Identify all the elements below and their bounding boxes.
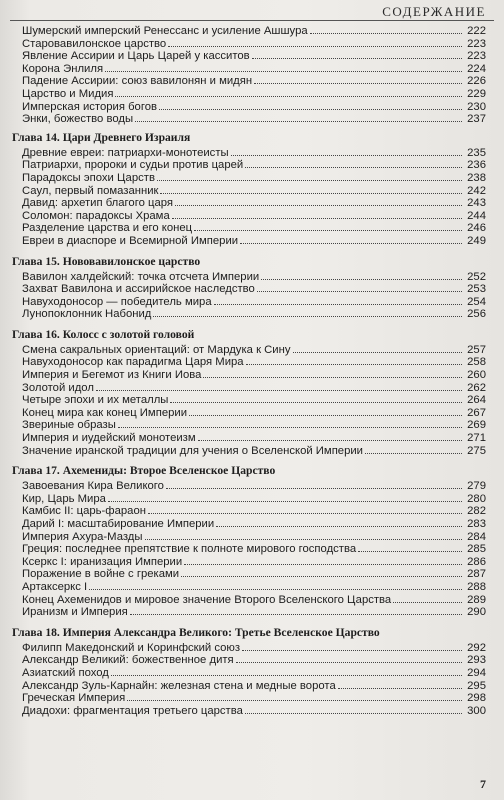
toc-entry-title: Соломон: парадоксы Храма: [22, 209, 170, 222]
toc-entry: [12, 406, 486, 419]
toc-entry-page: 280: [467, 492, 486, 505]
toc-entry: [12, 492, 486, 505]
toc-entry: [12, 504, 486, 517]
toc-entry-title: Империя и Бегемот из Книги Иова: [22, 369, 202, 382]
dot-leader: [293, 343, 462, 353]
toc-entry-title: Филипп Македонский и Коринфский союз: [22, 641, 241, 654]
dot-leader: [105, 62, 462, 72]
toc-entry-page: 283: [467, 518, 486, 530]
toc-entry: [12, 209, 486, 222]
toc-entry: [12, 295, 486, 308]
dot-leader: [89, 580, 462, 590]
toc-entry: [12, 666, 486, 679]
toc-entry: [12, 444, 486, 457]
toc-entry-title: Поражение в войне с греками: [22, 568, 180, 581]
toc-entry: [12, 393, 486, 406]
toc-entry: [12, 580, 486, 593]
toc-entry-page: 224: [467, 62, 486, 75]
dot-leader: [111, 666, 462, 676]
toc-entry-title: Артаксеркс I: [22, 580, 88, 593]
toc-entry: [12, 593, 486, 606]
toc-entry-title: Шумерский имперский Ренессанс и усиление Ашшура: [22, 25, 308, 37]
toc-entry-page: 243: [467, 197, 486, 210]
dot-leader: [172, 209, 462, 219]
toc-entry-title: Имперская история богов: [22, 100, 157, 113]
toc-entry-title: Корона Энлиля: [22, 62, 104, 75]
dot-leader: [148, 504, 462, 514]
toc-entry-page: 235: [467, 146, 486, 159]
dot-leader: [170, 393, 462, 403]
toc-entry-page: 229: [467, 87, 486, 100]
toc-entry-title: Смена сакральных ориентаций: от Мардука к Сину: [22, 343, 291, 356]
toc-entry-page: 223: [467, 37, 486, 50]
toc-entry-title: Лунопоклонник Набонид: [22, 308, 152, 321]
toc-entry: [12, 530, 486, 543]
toc-entry-page: 267: [467, 406, 486, 419]
toc-entry-page: 237: [467, 113, 486, 126]
toc-entry: [12, 355, 486, 368]
toc-entry-title: Конец Ахеменидов и мировое значение Второго Вселенского Царства: [22, 593, 392, 606]
toc-entry-page: 262: [467, 381, 486, 394]
toc-entry: [12, 381, 486, 394]
toc-entry-page: 290: [467, 606, 486, 619]
chapter-heading: Глава 18. Империя Александра Великого: Третье Вселенское Царство: [12, 625, 380, 639]
dot-leader: [127, 691, 462, 701]
toc-entry-page: 258: [467, 356, 486, 369]
toc-entry: [12, 184, 486, 197]
dot-leader: [159, 100, 462, 110]
toc-entry-title: Камбис II: царь-фараон: [22, 505, 146, 518]
toc-entry: [12, 112, 486, 125]
toc-entry: [12, 704, 486, 717]
chapter-heading: Глава 17. Ахемениды: Второе Вселенское Царство: [12, 464, 276, 478]
toc-entry-page: 284: [467, 530, 486, 543]
toc-entry-page: 289: [467, 593, 486, 606]
toc-entry: [12, 567, 486, 580]
toc-entry: [12, 418, 486, 431]
dot-leader: [245, 704, 462, 714]
dot-leader: [118, 418, 462, 428]
toc-entry-title: Конец мира как конец Империи: [22, 406, 188, 419]
dot-leader: [231, 146, 462, 156]
dot-leader: [135, 112, 462, 122]
chapter-heading: Глава 15. Нововавилонское царство: [12, 254, 201, 268]
toc-entry-title: Навуходоносор — победитель мира: [22, 295, 212, 308]
toc-entry-title: Царство и Мидия: [22, 87, 114, 100]
dot-leader: [160, 184, 462, 194]
toc-entry-title: Азиатский поход: [22, 666, 109, 679]
header-rule: [10, 20, 494, 21]
dot-leader: [216, 517, 462, 527]
running-header: СОДЕРЖАНИЕ: [382, 4, 486, 19]
toc-entry-page: 282: [467, 505, 486, 518]
dot-leader: [261, 270, 462, 280]
toc-entry: [12, 171, 486, 184]
toc-entry-title: Энки, божество воды: [22, 113, 134, 126]
toc-entry-title: Кир, Царь Мира: [22, 492, 106, 505]
toc-entry: [12, 641, 486, 654]
toc-entry-title: Греция: последнее препятствие к полноте мирового господства: [22, 543, 357, 556]
toc-entry-page: 298: [467, 692, 486, 705]
toc-entry: [12, 74, 486, 87]
dot-leader: [153, 307, 462, 317]
dot-leader: [365, 444, 462, 454]
toc-entry: [12, 555, 486, 568]
toc-entry: [12, 653, 486, 666]
toc-entry-page: 238: [467, 171, 486, 184]
toc-entry-title: Вавилон халдейский: точка отсчета Империи: [22, 270, 260, 283]
toc-entry-title: Разделение царства и его конец: [22, 222, 193, 235]
toc-entry-page: 246: [467, 222, 486, 235]
toc-entry-title: Захват Вавилона и ассирийское наследство: [22, 283, 255, 296]
toc-entry: [12, 234, 486, 247]
page-number: 7: [480, 777, 486, 791]
toc-entry-page: 287: [467, 568, 486, 581]
toc-entry-page: 275: [467, 444, 486, 457]
toc-entry-page: 294: [467, 666, 486, 679]
toc-entry-page: 269: [467, 419, 486, 432]
dot-leader: [175, 196, 462, 206]
toc-entry-title: Иранизм и Империя: [22, 606, 128, 619]
toc-entry-title: Диадохи: фрагментация третьего царства: [22, 704, 243, 717]
toc-entry-title: Ксеркс I: иранизация Империи: [22, 555, 183, 568]
dot-leader: [240, 234, 462, 244]
toc-entry-page: 260: [467, 369, 486, 382]
toc-entry-page: 286: [467, 555, 486, 568]
toc-entry: [12, 679, 486, 692]
dot-leader: [203, 368, 462, 378]
toc-entry: [12, 368, 486, 381]
toc-entry-page: 252: [467, 270, 486, 283]
toc-entry-title: Греческая Империя: [22, 692, 126, 705]
dot-leader: [198, 431, 462, 441]
dot-leader: [166, 479, 462, 489]
toc-entry-page: 230: [467, 100, 486, 113]
toc-entry: [12, 87, 486, 100]
toc-entry-title: Александр Зуль-Карнайн: железная стена и медные ворота: [22, 679, 336, 692]
dot-leader: [393, 593, 462, 603]
toc-entry-title: Империя и иудейский монотеизм: [22, 432, 196, 445]
dot-leader: [184, 555, 462, 565]
toc-entry: [12, 49, 486, 62]
dot-leader: [130, 605, 462, 615]
table-of-contents: [12, 24, 486, 716]
toc-entry-page: 288: [467, 580, 486, 593]
dot-leader: [115, 87, 462, 97]
toc-entry-page: 257: [467, 343, 486, 356]
dot-leader: [246, 355, 462, 365]
toc-entry-title: Навуходоносор как парадигма Царя Мира: [22, 356, 244, 369]
toc-entry-title: Четыре эпохи и их металлы: [22, 394, 169, 407]
toc-entry: [12, 479, 486, 492]
toc-entry-title: Патриархи, пророки и судьи против царей: [22, 159, 244, 172]
toc-entry-page: 256: [467, 308, 486, 321]
dot-leader: [242, 641, 462, 651]
toc-entry-title: Парадоксы эпохи Царств: [22, 171, 155, 184]
toc-entry: [12, 62, 486, 75]
toc-entry-title: Звериные образы: [22, 419, 116, 432]
toc-entry-title: Падение Ассирии: союз вавилонян и мидян: [22, 75, 253, 88]
toc-entry-page: 253: [467, 283, 486, 296]
dot-leader: [145, 530, 462, 540]
toc-entry-page: 279: [467, 480, 486, 493]
toc-entry: [12, 196, 486, 209]
toc-entry: [12, 37, 486, 50]
dot-leader: [96, 381, 462, 391]
dot-leader: [189, 406, 462, 416]
toc-entry-page: 264: [467, 394, 486, 407]
toc-entry-page: 300: [467, 704, 486, 717]
toc-entry: [12, 343, 486, 356]
toc-entry-title: Значение иранской традиции для учения о Вселенской Империи: [22, 444, 363, 457]
toc-entry: [12, 221, 486, 234]
toc-entry-page: 249: [467, 234, 486, 247]
toc-entry-title: Александр Великий: божественное дитя: [22, 654, 234, 667]
dot-leader: [108, 492, 462, 502]
chapter-heading: Глава 14. Цари Древнего Израиля: [12, 130, 191, 144]
toc-entry-title: Завоевания Кира Великого: [22, 480, 164, 493]
dot-leader: [358, 542, 462, 552]
toc-entry-title: Золотой идол: [22, 381, 94, 394]
dot-leader: [254, 74, 462, 84]
toc-entry-title: Евреи в диаспоре и Всемирной Империи: [22, 234, 239, 247]
dot-leader: [338, 679, 462, 689]
toc-entry-title: Давид: архетип благого царя: [22, 197, 174, 210]
toc-entry-page: 223: [467, 50, 486, 63]
dot-leader: [168, 37, 462, 47]
toc-entry-page: 236: [467, 159, 486, 172]
dot-leader: [252, 49, 462, 59]
dot-leader: [194, 221, 462, 231]
dot-leader: [236, 653, 462, 663]
toc-entry: [12, 307, 486, 320]
toc-entry-title: Старовавилонское царство: [22, 37, 167, 50]
toc-entry-page: 226: [467, 75, 486, 88]
toc-entry: [12, 270, 486, 283]
dot-leader: [181, 567, 462, 577]
toc-entry-page: 292: [467, 641, 486, 654]
toc-entry: [12, 517, 486, 530]
toc-entry-page: 244: [467, 209, 486, 222]
toc-entry: [12, 146, 486, 159]
dot-leader: [214, 295, 462, 305]
dot-leader: [245, 158, 462, 168]
toc-entry: [12, 282, 486, 295]
toc-entry-title: Саул, первый помазанник: [22, 184, 159, 197]
toc-entry: [12, 158, 486, 171]
toc-entry-title: Империя Ахура-Мазды: [22, 530, 143, 543]
toc-entry: [12, 691, 486, 704]
dot-leader: [157, 171, 462, 181]
toc-entry: [12, 100, 486, 113]
toc-entry-title: Явление Ассирии и Царь Царей у касситов: [22, 50, 250, 63]
toc-entry-page: 222: [467, 25, 486, 37]
toc-entry: [12, 24, 486, 37]
toc-entry-title: Дарий I: масштабирование Империи: [22, 518, 215, 530]
toc-entry-page: 254: [467, 295, 486, 308]
toc-entry-page: 293: [467, 654, 486, 667]
toc-entry: [12, 605, 486, 618]
chapter-heading: Глава 16. Колосс с золотой головой: [12, 327, 195, 341]
toc-entry: [12, 542, 486, 555]
dot-leader: [310, 24, 462, 34]
toc-entry-page: 285: [467, 543, 486, 556]
toc-entry-page: 271: [467, 432, 486, 445]
toc-entry-page: 295: [467, 679, 486, 692]
toc-entry-page: 242: [467, 184, 486, 197]
toc-entry-title: Древние евреи: патриархи-монотеисты: [22, 146, 229, 159]
toc-entry: [12, 431, 486, 444]
dot-leader: [257, 282, 462, 292]
